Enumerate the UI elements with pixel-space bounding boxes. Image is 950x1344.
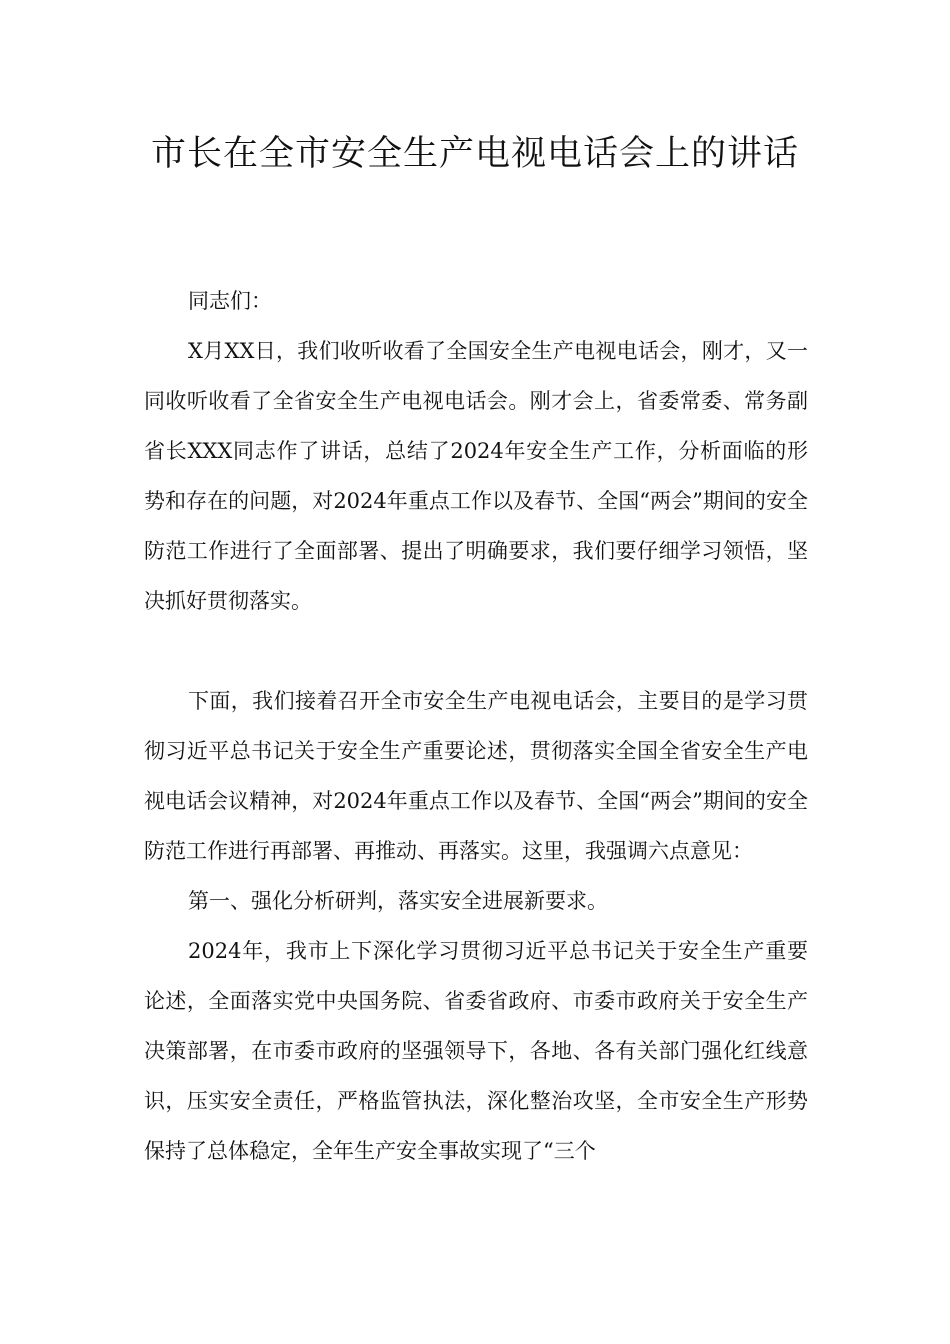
document-title: 市长在全市安全生产电视电话会上的讲话 [150, 134, 799, 174]
paragraph-1: X月XX日，我们收听收看了全国安全生产电视电话会，刚才，又一同收听收看了全省安全生产电视电话会。刚才会上，省委常委、常务副省长XXX同志作了讲话，总结了2024年安全生产工作，分析面临的形势和存在的问题，对2024年重点工作以及春节、全国“两会”期间的安全防范工作进行了全面部署、提出了明确要求，我们要仔细学习领悟，坚决抓好贯彻落实。 [144, 339, 808, 613]
paragraph-3: 2024年，我市上下深化学习贯彻习近平总书记关于安全生产重要论述，全面落实党中央国务院、省委省政府、市委市政府关于安全生产决策部署，在市委市政府的坚强领导下，各地、各有关部门强化红线意识，压实安全责任，严格监管执法，深化整治攻坚，全市安全生产形势保持了总体稳定，全年生产安全事故实现了“三个 [144, 939, 808, 1163]
paragraph-2: 下面，我们接着召开全市安全生产电视电话会，主要目的是学习贯彻习近平总书记关于安全生产重要论述，贯彻落实全国全省安全生产电视电话会议精神，对2024年重点工作以及春节、全国“两会”期间的安全防范工作进行再部署、再推动、再落实。这里，我强调六点意见： [144, 689, 808, 863]
document-body [144, 276, 808, 1176]
greeting: 同志们： [188, 289, 272, 313]
section-heading-1: 第一、强化分析研判，落实安全进展新要求。 [188, 889, 608, 913]
